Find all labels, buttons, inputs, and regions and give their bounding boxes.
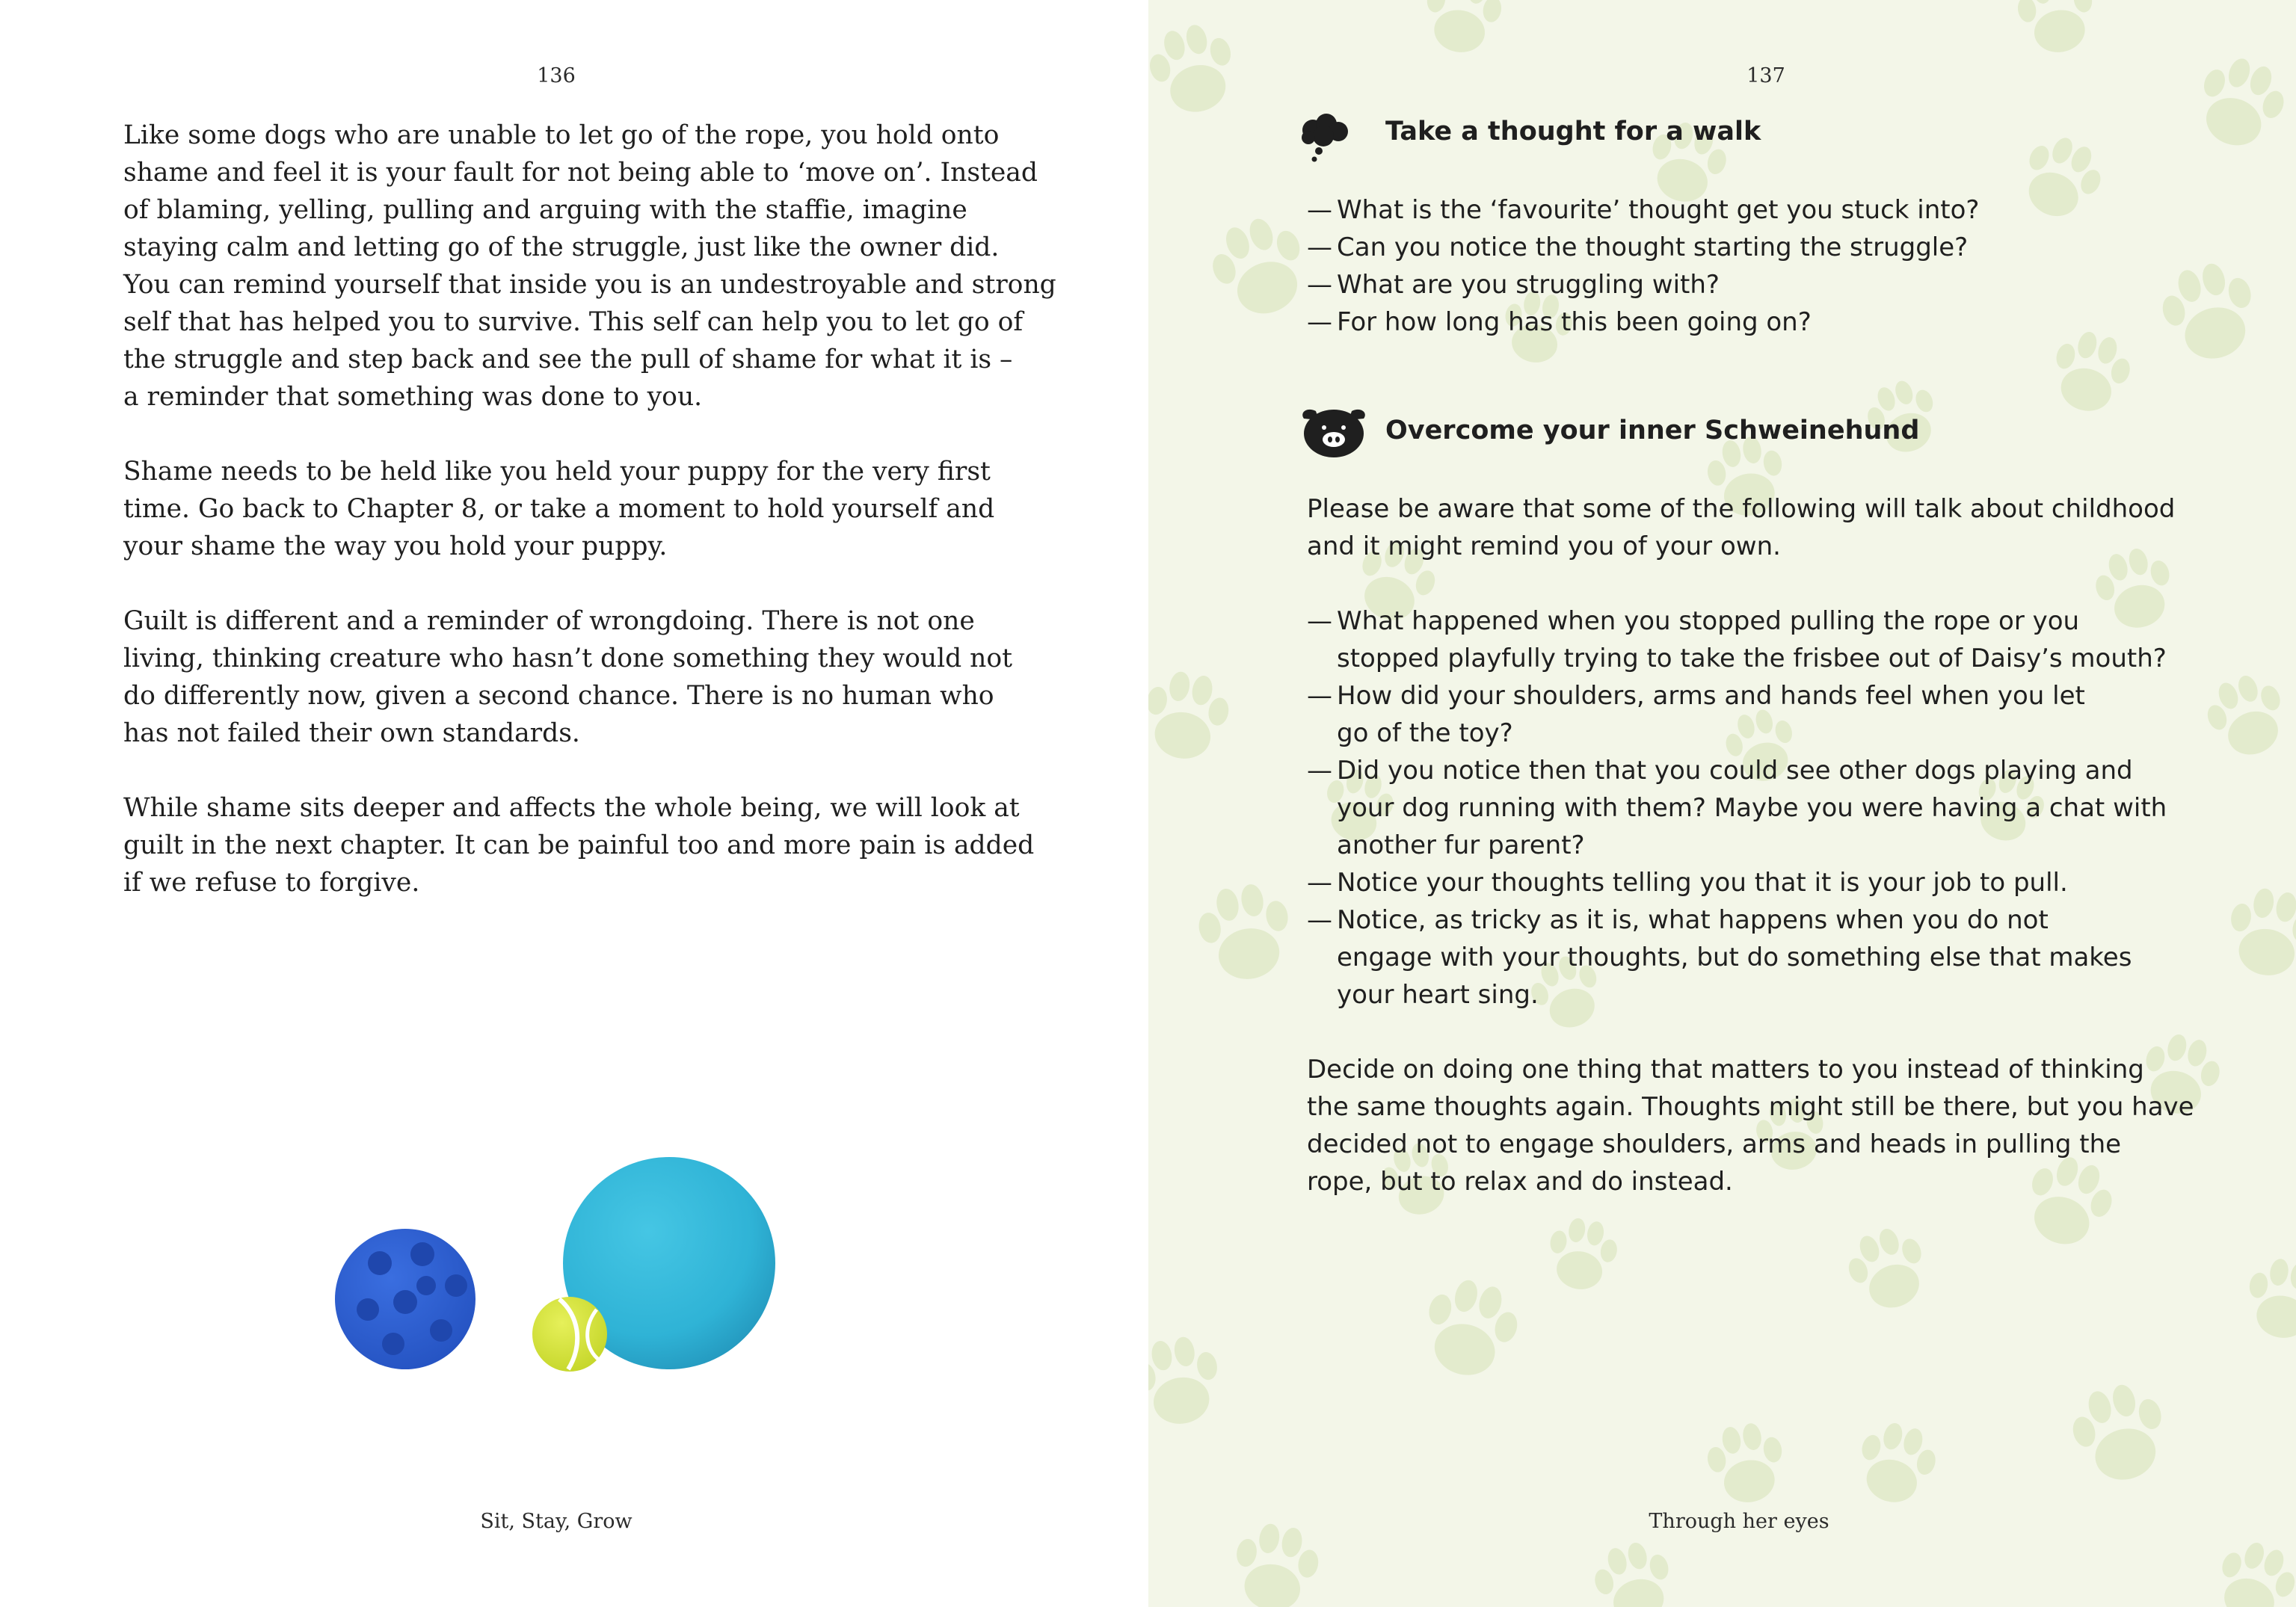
list-item: — Can you notice the thought starting the struggle?	[1307, 232, 1969, 262]
paragraph-1: Like some dogs who are unable to let go of the rope, you hold onto shame and feel it is your fault for not being able to ‘move on’. Instead of blaming, yelling, pulling and arguing with the staffie, imagine staying calm and letting go of the struggle, just like the owner did. You can remind yourself that inside you is an undestroyable and strong self that has helped you to survive. This self can help you to let go of the struggle and step back and see the pull of shame for what it is – a reminder that something was done to you.	[123, 120, 1056, 412]
page-number-right: 137	[1746, 64, 1785, 87]
pig-face-icon	[1296, 405, 1371, 459]
running-foot-left: Sit, Stay, Grow	[480, 1510, 633, 1533]
paragraph-3: Guilt is different and a reminder of wrongdoing. There is not one living, thinking creature who hasn’t done something they would not do differently now, given a second chance. There is no human who has not failed their own standards.	[123, 606, 1013, 748]
list-item: — Notice, as tricky as it is, what happens when you do not engage with your thoughts, but do something else that makes your heart sing.	[1307, 905, 2132, 1010]
paragraph-2: Shame needs to be held like you held your puppy for the very first time. Go back to Chapter 8, or take a moment to hold yourself and your shame the way you hold your puppy.	[123, 457, 995, 561]
tennis-ball	[532, 1297, 607, 1372]
blue-dotted-ball	[335, 1229, 475, 1369]
thought-walk-list	[1307, 191, 2219, 341]
running-foot-right: Through her eyes	[1649, 1510, 1829, 1533]
schweinehund-list	[1307, 602, 2219, 1014]
right-page	[1148, 0, 2296, 1607]
list-item: — How did your shoulders, arms and hands feel when you let go of the toy?	[1307, 681, 2085, 748]
paragraph-4: While shame sits deeper and affects the whole being, we will look at guilt in the next chapter. It can be painful too and more pain is added if we refuse to forgive.	[123, 793, 1035, 898]
page-number-left: 136	[537, 64, 576, 87]
list-item: — What is the ‘favourite’ thought get you stuck into?	[1307, 195, 1980, 225]
dog-balls-illustration	[321, 1144, 800, 1390]
schweinehund-closing: Decide on doing one thing that matters to you instead of thinking the same thoughts again. Thoughts might still be there, but you have decided not to engage shoulders, arms and heads in pulling the rope, but to relax and do instead.	[1307, 1055, 2194, 1197]
list-item: — For how long has this been going on?	[1307, 307, 1812, 337]
section-heading-thought-walk: Take a thought for a walk	[1385, 117, 1761, 146]
list-item: — Notice your thoughts telling you that it is your job to pull.	[1307, 868, 2068, 898]
list-item: — What are you struggling with?	[1307, 270, 1720, 300]
list-item: — Did you notice then that you could see other dogs playing and your dog running with them? Maybe you were having a chat with another fur parent?	[1307, 756, 2167, 860]
section-heading-schweinehund: Overcome your inner Schweinehund	[1385, 416, 1920, 445]
left-body-text	[123, 117, 1056, 939]
schweinehund-intro: Please be aware that some of the following will talk about childhood and it might remind you of your own.	[1307, 494, 2176, 561]
thought-cloud-icon	[1296, 112, 1353, 166]
list-item: — What happened when you stopped pulling the rope or you stopped playfully trying to take the frisbee out of Daisy’s mouth?	[1307, 606, 2167, 673]
